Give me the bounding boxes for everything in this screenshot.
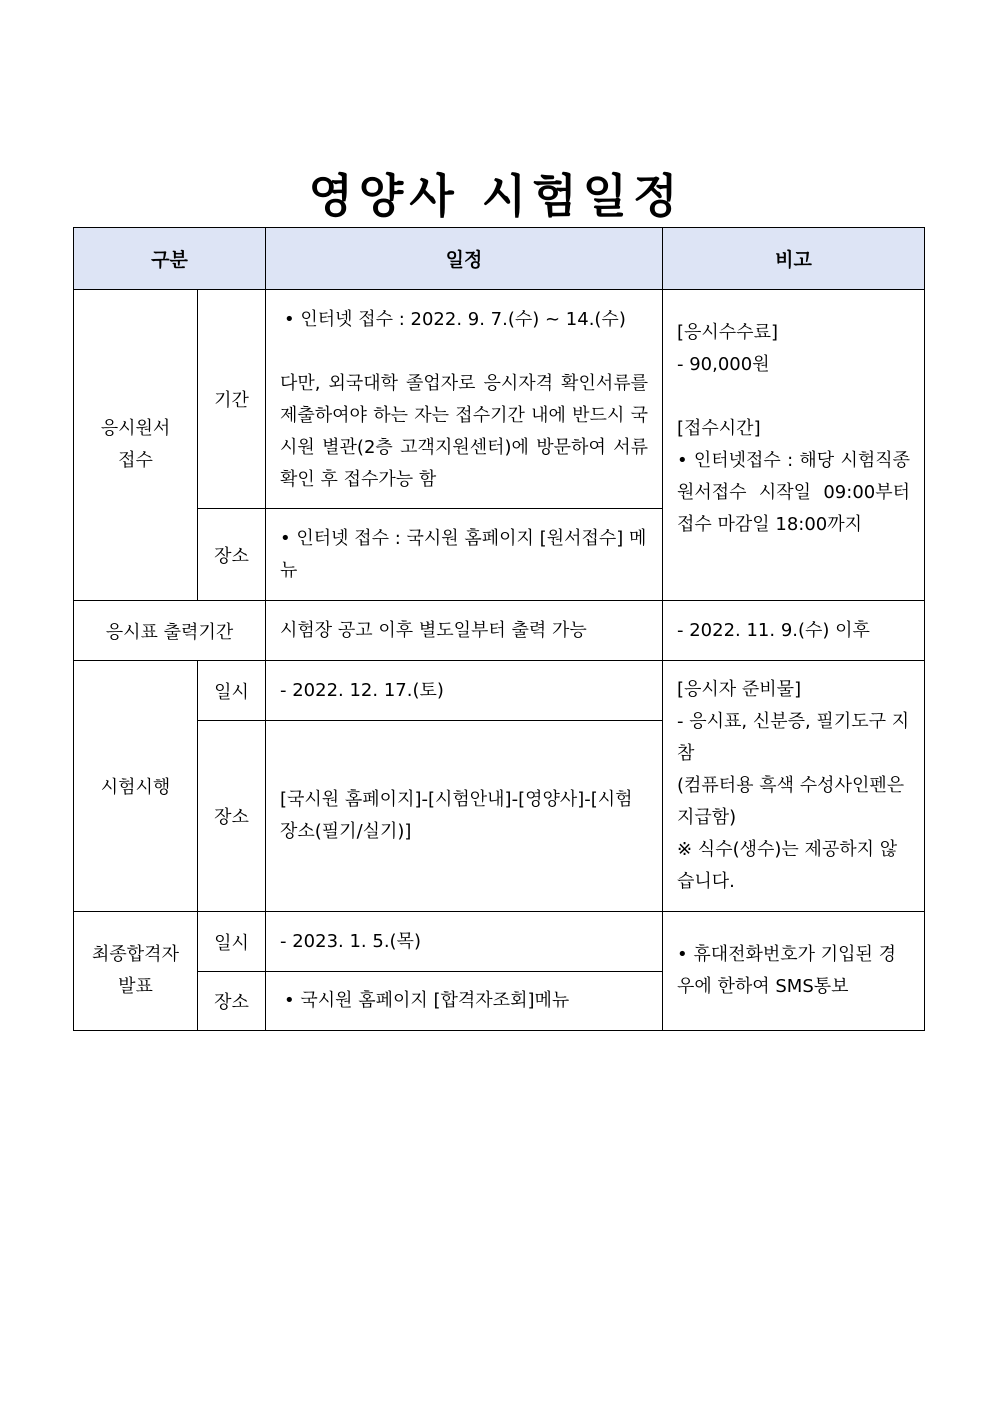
application-period-line1: • 인터넷 접수 : 2022. 9. 7.(수) ~ 14.(수) [284, 309, 626, 330]
result-remarks: • 휴대전화번호가 기입된 경우에 한하여 SMS통보 [663, 912, 925, 1031]
header-schedule: 일정 [266, 228, 663, 290]
exam-remarks-line1: - 응시표, 신분증, 필기도구 지참 [677, 711, 910, 764]
application-remarks-cell [663, 290, 925, 601]
result-date-text: - 2023. 1. 5.(목) [266, 912, 663, 972]
application-period-label: 기간 [198, 290, 266, 509]
table-header-row [74, 228, 925, 290]
result-category: 최종합격자 발표 [74, 912, 198, 1031]
application-remarks-time: • 인터넷접수 : 해당 시험직종 원서접수 시작일 09:00부터 접수 마감일 18:00까지 [677, 450, 910, 535]
result-place-text: • 국시원 홈페이지 [합격자조회]메뉴 [266, 972, 663, 1031]
application-period-cell [266, 290, 663, 509]
application-remarks-time-title: [접수시간] [677, 418, 761, 439]
application-place-text: • 인터넷 접수 : 국시원 홈페이지 [원서접수] 메뉴 [266, 509, 663, 601]
exam-place-text: [국시원 홈페이지]-[시험안내]-[영양사]-[시험장소(필기/실기)] [266, 721, 663, 912]
result-date-row [74, 912, 925, 972]
header-remarks: 비고 [663, 228, 925, 290]
application-period-line2: 다만, 외국대학 졸업자로 응시자격 확인서류를 제출하여야 하는 자는 접수기간 내에 반드시 국시원 별관(2층 고객지원센터)에 방문하여 서류확인 후 접수가능 함 [280, 373, 648, 490]
exam-category: 시험시행 [74, 661, 198, 912]
exam-remarks-line3: ※ 식수(생수)는 제공하지 않습니다. [677, 839, 898, 892]
ticket-row [74, 601, 925, 661]
result-date-label: 일시 [198, 912, 266, 972]
application-remarks-fee: - 90,000원 [677, 354, 770, 375]
exam-date-text: - 2022. 12. 17.(토) [266, 661, 663, 721]
application-place-label: 장소 [198, 509, 266, 601]
exam-date-label: 일시 [198, 661, 266, 721]
schedule-table [73, 227, 925, 1031]
exam-place-label: 장소 [198, 721, 266, 912]
header-category: 구분 [74, 228, 266, 290]
page-title: 영양사 시험일정 [308, 169, 684, 223]
exam-remarks-cell [663, 661, 925, 912]
ticket-category: 응시표 출력기간 [74, 601, 266, 661]
ticket-remarks: - 2022. 11. 9.(수) 이후 [663, 601, 925, 661]
exam-remarks-line2: (컴퓨터용 흑색 수성사인펜은 지급함) [677, 775, 905, 828]
application-remarks-fee-title: [응시수수료] [677, 322, 778, 343]
result-place-label: 장소 [198, 972, 266, 1031]
exam-remarks-title: [응시자 준비물] [677, 679, 802, 700]
ticket-schedule: 시험장 공고 이후 별도일부터 출력 가능 [266, 601, 663, 661]
application-category: 응시원서 접수 [74, 290, 198, 601]
exam-date-row [74, 661, 925, 721]
application-period-row [74, 290, 925, 509]
